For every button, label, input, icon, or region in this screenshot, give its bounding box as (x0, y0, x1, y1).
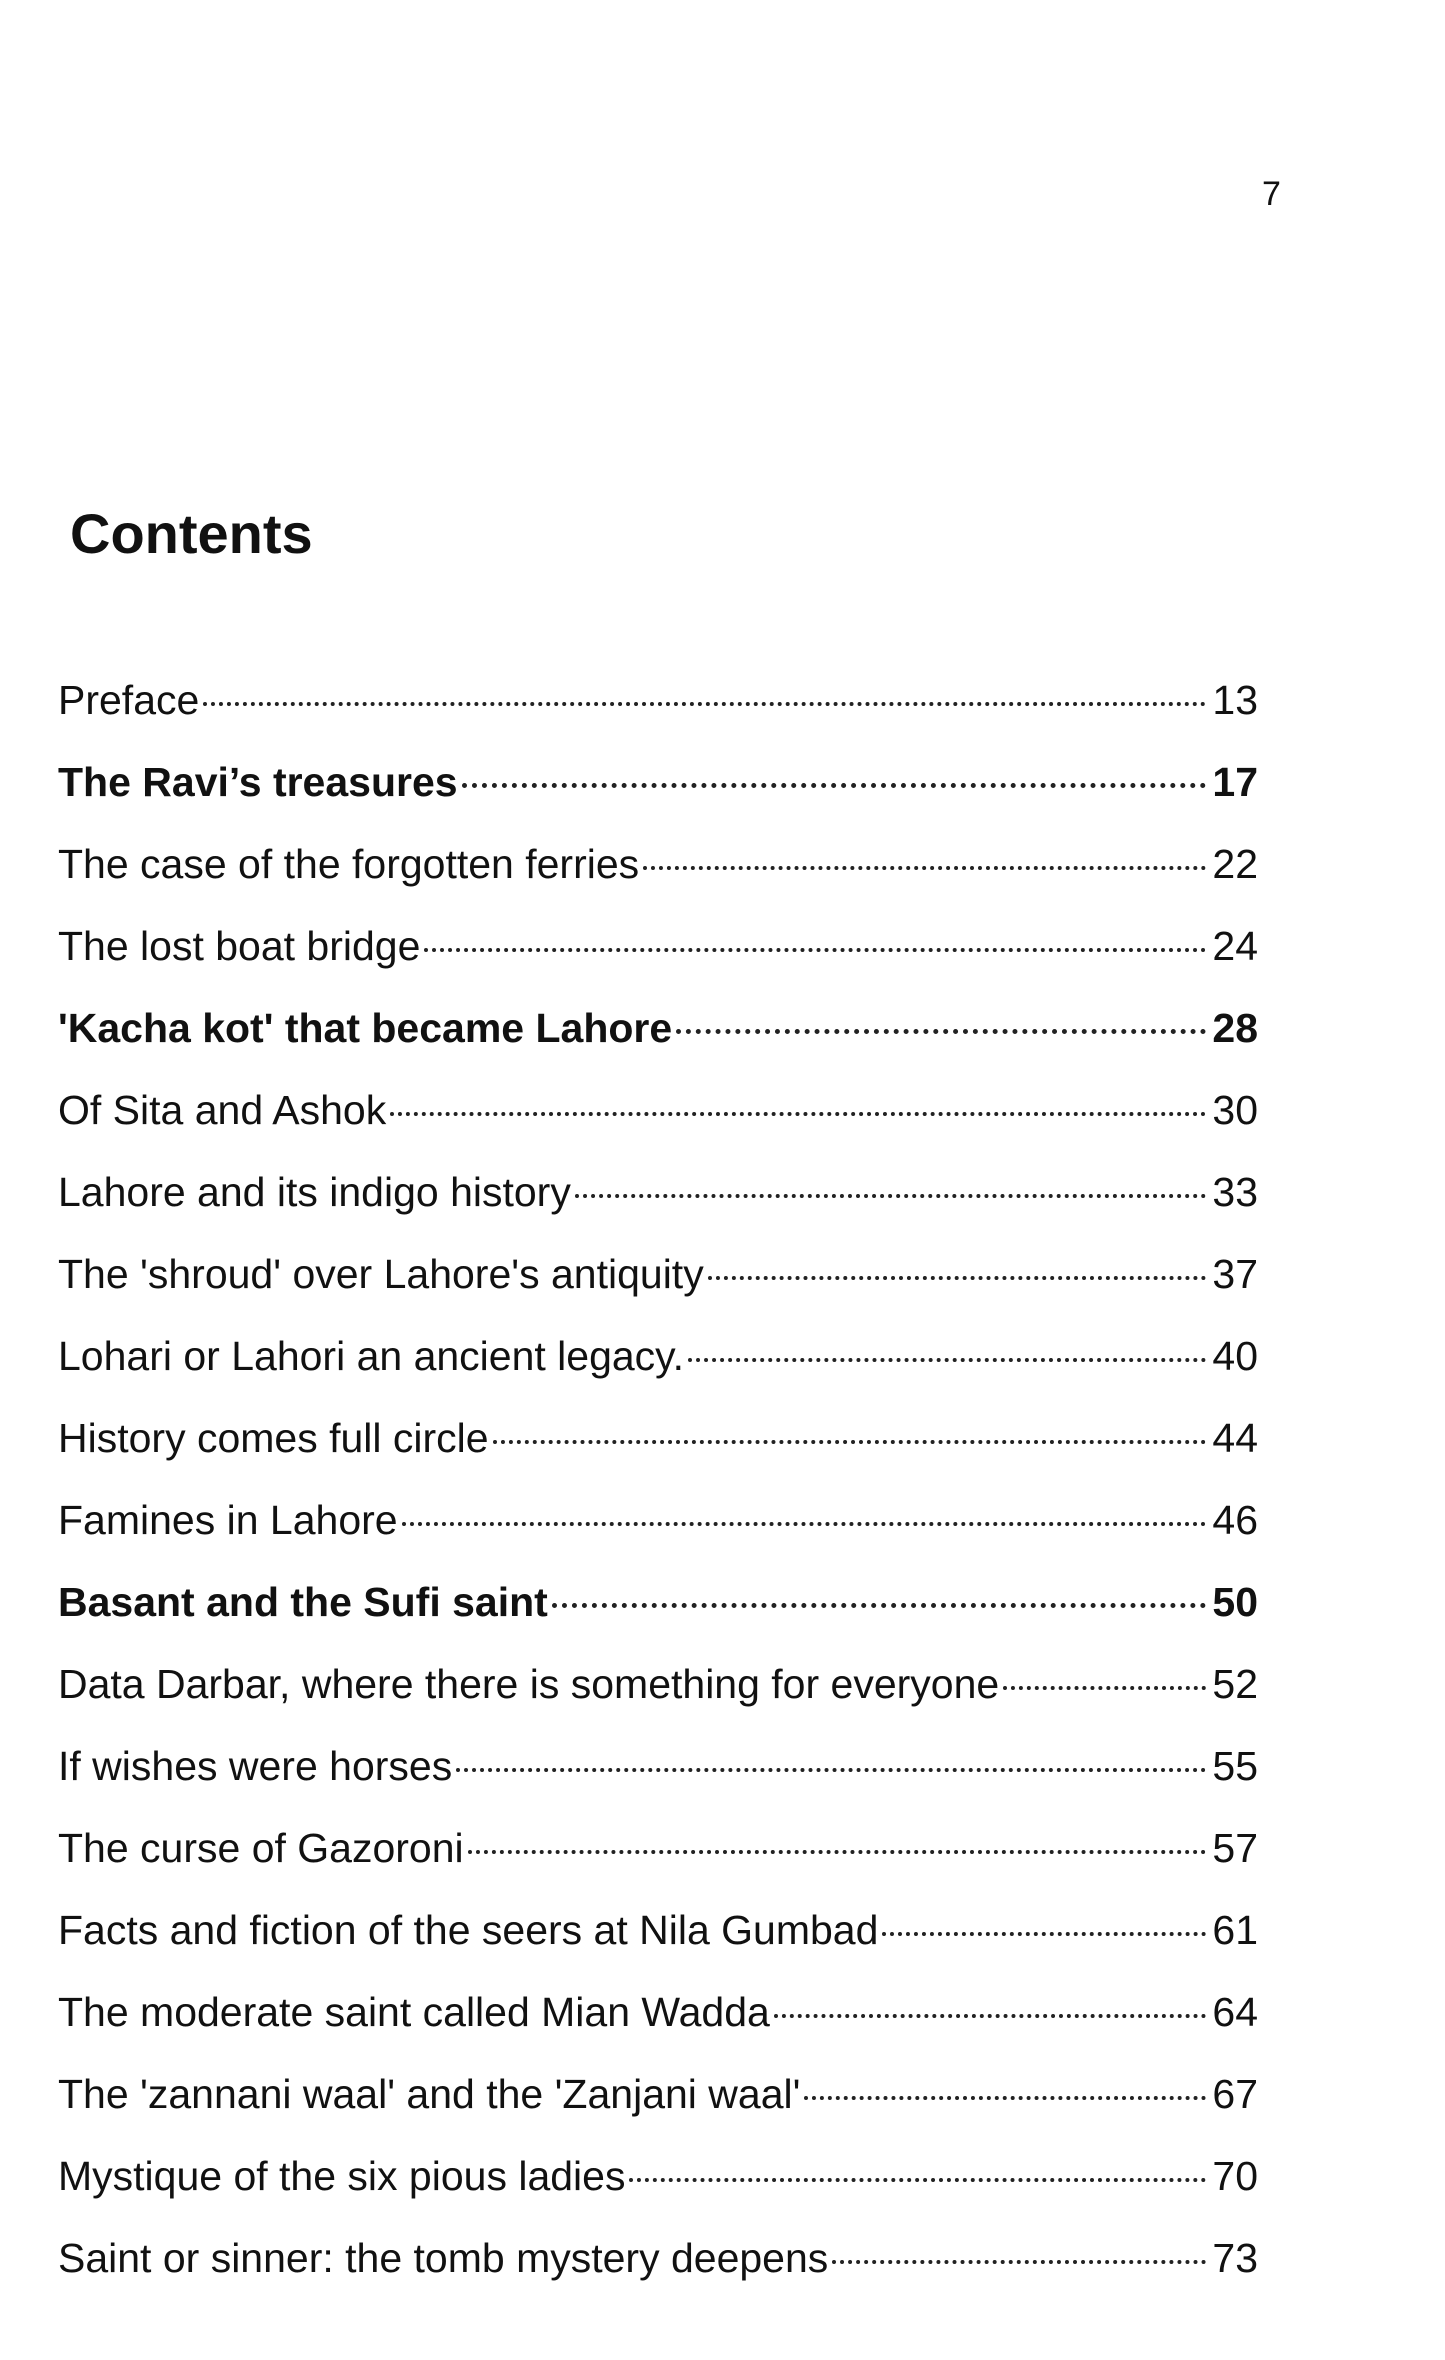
toc-dot-leader (804, 2096, 1206, 2100)
toc-entry (58, 672, 1258, 754)
toc-entry-page: 50 (1212, 1579, 1258, 1625)
toc-dot-leader (552, 1603, 1206, 1608)
toc-entry-page: 28 (1212, 1005, 1258, 1051)
toc-entry (58, 1328, 1258, 1410)
toc-entry-page: 46 (1212, 1497, 1258, 1543)
toc-entry (58, 1082, 1258, 1164)
toc-dot-leader (629, 2178, 1206, 2182)
toc-entry (58, 2066, 1258, 2148)
toc-entry-title: The Ravi’s treasures (58, 759, 458, 805)
toc-entry (58, 1656, 1258, 1738)
toc-entry-title: The curse of Gazoroni (58, 1825, 464, 1871)
toc-entry-title: The 'shroud' over Lahore's antiquity (58, 1251, 704, 1297)
toc-entry-page: 37 (1212, 1251, 1258, 1297)
toc-entry-title: If wishes were horses (58, 1743, 453, 1789)
toc-entry (58, 1820, 1258, 1902)
toc-entry-title: Lohari or Lahori an ancient legacy. (58, 1333, 685, 1379)
toc-entry-page: 40 (1212, 1333, 1258, 1379)
toc-dot-leader (424, 948, 1206, 952)
toc-dot-leader (882, 1932, 1206, 1936)
toc-entry-title: Saint or sinner: the tomb mystery deepens (58, 2235, 829, 2281)
toc-dot-leader (1003, 1686, 1206, 1690)
toc-entry-title: Mystique of the six pious ladies (58, 2153, 626, 2199)
toc-dot-leader (203, 702, 1206, 706)
toc-dot-leader (832, 2260, 1206, 2264)
toc-entry (58, 1574, 1258, 1656)
toc-entry-page: 61 (1212, 1907, 1258, 1953)
toc-entry (58, 1738, 1258, 1820)
toc-entry-title: Preface (58, 677, 200, 723)
toc-entry-title: 'Kacha kot' that became Lahore (58, 1005, 673, 1051)
toc-entry-title: History comes full circle (58, 1415, 489, 1461)
toc-dot-leader (402, 1522, 1206, 1526)
toc-dot-leader (774, 2014, 1206, 2018)
toc-entry (58, 1410, 1258, 1492)
toc-entry-page: 22 (1212, 841, 1258, 887)
toc-entry-title: The 'zannani waal' and the 'Zanjani waal' (58, 2071, 801, 2117)
toc-entry (58, 918, 1258, 1000)
toc-entry-page: 64 (1212, 1989, 1258, 2035)
toc-entry-page: 17 (1212, 759, 1258, 805)
toc-dot-leader (468, 1850, 1206, 1854)
table-of-contents (58, 672, 1258, 2312)
toc-entry-page: 70 (1212, 2153, 1258, 2199)
toc-dot-leader (688, 1358, 1206, 1362)
toc-entry (58, 1246, 1258, 1328)
toc-dot-leader (575, 1194, 1206, 1198)
toc-entry-title: Of Sita and Ashok (58, 1087, 387, 1133)
toc-entry (58, 1164, 1258, 1246)
toc-entry-page: 55 (1212, 1743, 1258, 1789)
toc-entry-page: 44 (1212, 1415, 1258, 1461)
toc-entry-page: 30 (1212, 1087, 1258, 1133)
toc-entry-page: 24 (1212, 923, 1258, 969)
toc-dot-leader (676, 1029, 1206, 1034)
toc-dot-leader (462, 783, 1206, 788)
page-number: 7 (1262, 175, 1281, 213)
toc-entry-title: Famines in Lahore (58, 1497, 398, 1543)
toc-entry (58, 2230, 1258, 2312)
toc-entry-page: 13 (1212, 677, 1258, 723)
toc-entry-title: Facts and fiction of the seers at Nila Gumbad (58, 1907, 879, 1953)
contents-heading: Contents (70, 502, 313, 565)
toc-entry (58, 836, 1258, 918)
toc-entry (58, 2148, 1258, 2230)
toc-entry (58, 754, 1258, 836)
toc-entry-title: The moderate saint called Mian Wadda (58, 1989, 770, 2035)
toc-dot-leader (493, 1440, 1206, 1444)
toc-dot-leader (456, 1768, 1206, 1772)
toc-dot-leader (643, 866, 1206, 870)
toc-entry-title: Basant and the Sufi saint (58, 1579, 548, 1625)
toc-entry (58, 1492, 1258, 1574)
toc-dot-leader (708, 1276, 1206, 1280)
toc-entry-page: 52 (1212, 1661, 1258, 1707)
toc-entry-title: The lost boat bridge (58, 923, 421, 969)
toc-entry-title: Data Darbar, where there is something for everyone (58, 1661, 1000, 1707)
toc-entry-title: Lahore and its indigo history (58, 1169, 571, 1215)
toc-entry (58, 1984, 1258, 2066)
toc-entry-page: 57 (1212, 1825, 1258, 1871)
toc-entry (58, 1000, 1258, 1082)
toc-entry-page: 67 (1212, 2071, 1258, 2117)
toc-dot-leader (390, 1112, 1206, 1116)
toc-entry (58, 1902, 1258, 1984)
toc-entry-title: The case of the forgotten ferries (58, 841, 640, 887)
toc-entry-page: 73 (1212, 2235, 1258, 2281)
toc-entry-page: 33 (1212, 1169, 1258, 1215)
